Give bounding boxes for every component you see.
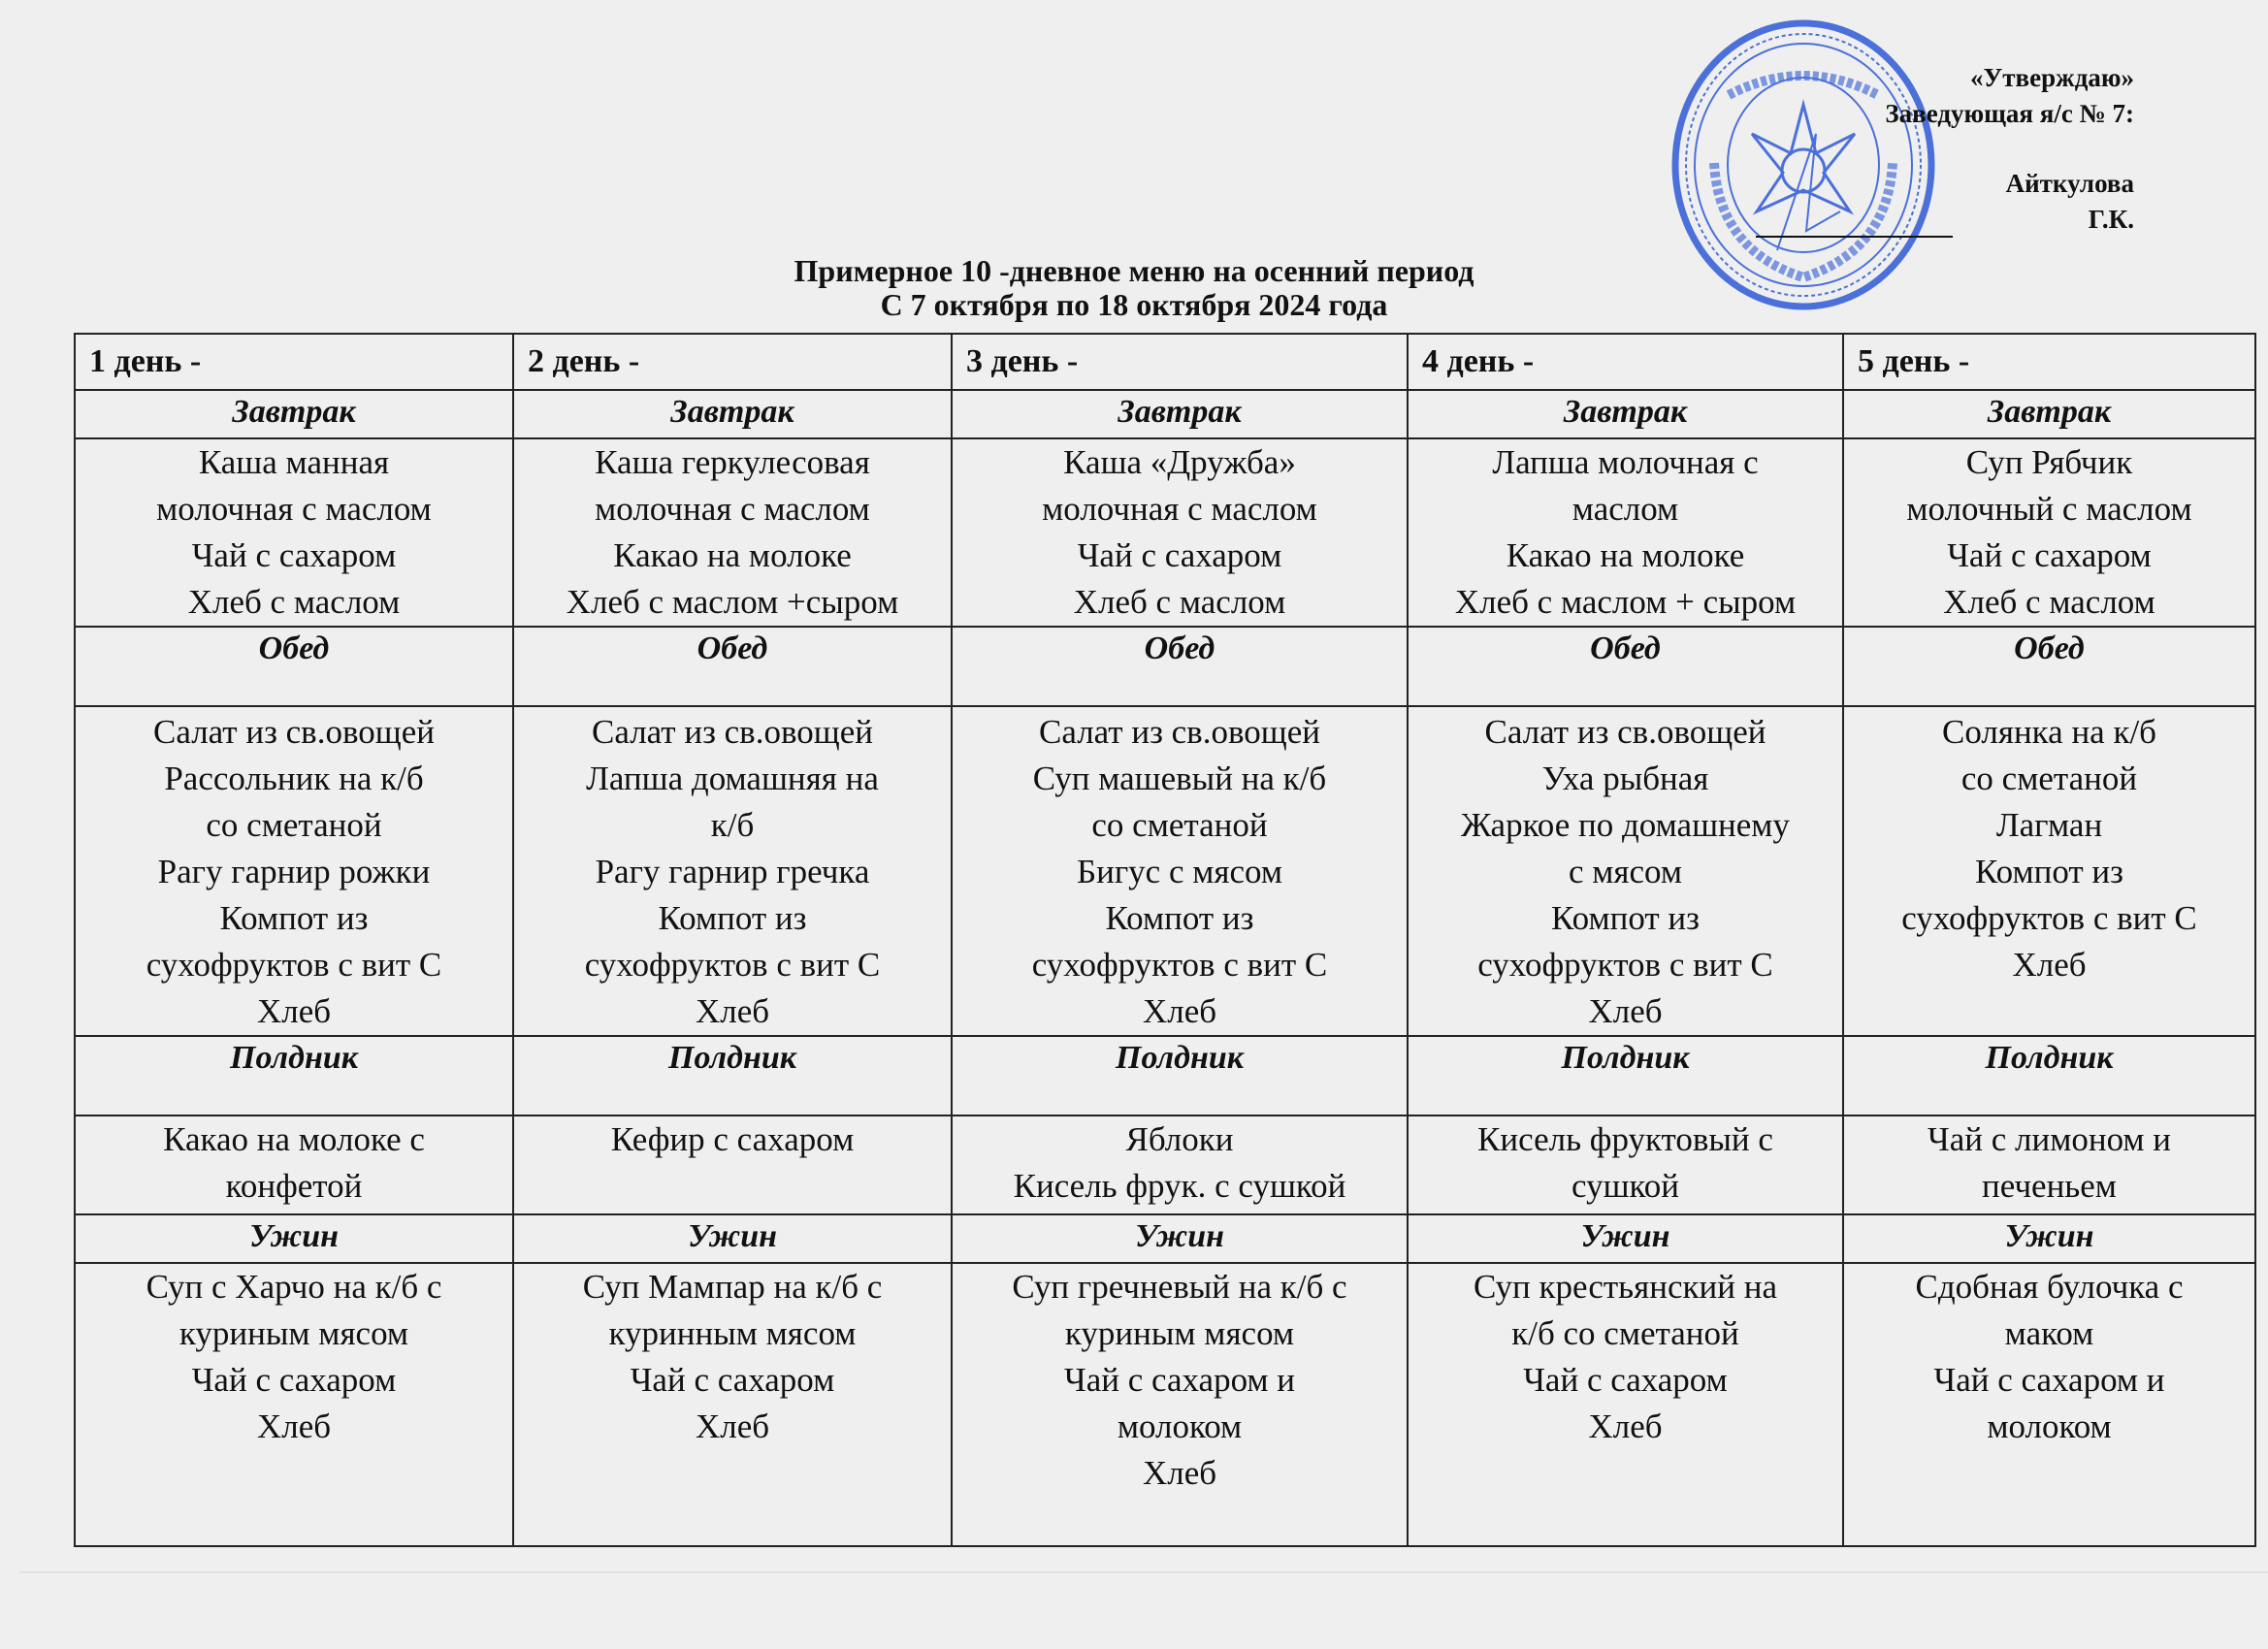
meal-header-row-dinner	[75, 1214, 2255, 1263]
dish-line: Суп гречневый на к/б с	[1012, 1268, 1347, 1306]
day-header-cell	[1843, 334, 2255, 390]
dish-line: молочная с маслом	[595, 490, 870, 528]
dish-line: Хлеб	[1142, 1454, 1217, 1492]
day-label: 3 день -	[966, 343, 1079, 379]
dish-line: молоком	[1117, 1407, 1243, 1445]
dish-line: сухофруктов с вит С	[584, 946, 881, 984]
meal-cell	[1408, 1263, 1843, 1546]
meal-header-cell	[513, 627, 952, 706]
dish-line: Каша геркулесовая	[595, 443, 870, 481]
meal-cell	[1408, 1116, 1843, 1214]
dish-line: Суп машевый на к/б	[1032, 760, 1327, 797]
dish-line: Суп Рябчик	[1965, 443, 2133, 481]
meal-label-snack: Полдник	[668, 1040, 796, 1076]
meal-header-cell	[952, 627, 1408, 706]
meal-header-cell	[1408, 1214, 1843, 1263]
meal-cell	[75, 1116, 513, 1214]
meal-label-breakfast: Завтрак	[232, 394, 356, 430]
meal-cell	[513, 1263, 952, 1546]
meal-header-cell	[75, 1214, 513, 1263]
meal-label-breakfast: Завтрак	[1118, 394, 1242, 430]
meal-content-row-dinner	[75, 1263, 2255, 1546]
dish-line: Какао на молоке с	[163, 1120, 425, 1158]
dish-line: Рассольник на к/б	[164, 760, 424, 797]
meal-cell	[952, 1116, 1408, 1214]
dish-line: со сметаной	[1960, 760, 2138, 797]
meal-header-cell	[513, 1036, 952, 1116]
meal-header-cell	[1843, 627, 2255, 706]
dish-line: Кисель фруктовый с	[1477, 1120, 1773, 1158]
meal-cell	[75, 1263, 513, 1546]
meal-cell	[952, 1263, 1408, 1546]
dish-line: сушкой	[1571, 1167, 1679, 1205]
dish-line: Хлеб	[256, 992, 332, 1030]
meal-cell	[952, 706, 1408, 1036]
signature-row	[1756, 166, 2134, 238]
dish-line: к/б	[710, 806, 755, 844]
dish-line: Хлеб	[256, 1407, 332, 1445]
dish-line: Бигус с мясом	[1076, 853, 1283, 890]
meal-cell	[1843, 1263, 2255, 1546]
approver-position: Заведующая я/с № 7:	[1885, 99, 2134, 128]
meal-cell	[1843, 438, 2255, 627]
approver-name: Айткулова Г.К.	[2005, 169, 2134, 234]
meal-label-lunch: Обед	[1590, 630, 1661, 666]
dish-line: Хлеб	[1588, 1407, 1663, 1445]
meal-cell	[513, 706, 952, 1036]
dish-line: маком	[2004, 1314, 2094, 1352]
dish-line: Каша «Дружба»	[1063, 443, 1296, 481]
meal-header-row-snack	[75, 1036, 2255, 1116]
meal-header-cell	[513, 1214, 952, 1263]
day-header-cell	[1408, 334, 1843, 390]
dish-line: молочная с маслом	[1042, 490, 1317, 528]
meal-label-dinner: Ужин	[687, 1218, 778, 1254]
meal-label-dinner: Ужин	[2004, 1218, 2094, 1254]
meal-header-cell	[513, 390, 952, 438]
meal-cell	[1843, 706, 2255, 1036]
dish-line: печеньем	[1982, 1167, 2117, 1205]
dish-line: Компот из	[1551, 899, 1700, 937]
dish-line: Хлеб	[2012, 946, 2087, 984]
dish-line: Чай с сахаром и	[1063, 1361, 1296, 1399]
meal-header-row-breakfast	[75, 390, 2255, 438]
dish-line: Солянка на к/б	[1942, 713, 2156, 751]
dish-line: Салат из св.овощей	[1039, 713, 1320, 751]
dish-line: Чай с сахаром	[191, 536, 397, 574]
dish-line: Компот из	[219, 899, 369, 937]
day-label: 5 день -	[1858, 343, 1970, 379]
dish-line: Хлеб	[1588, 992, 1663, 1030]
meal-label-snack: Полдник	[1985, 1040, 2114, 1076]
dish-line: Салат из св.овощей	[592, 713, 873, 751]
dish-line: Какао на молоке	[1506, 536, 1745, 574]
dish-line: Уха рыбная	[1541, 760, 1709, 797]
dish-line: Компот из	[658, 899, 807, 937]
signature-line	[1756, 207, 1953, 238]
meal-content-row-snack	[75, 1116, 2255, 1214]
dish-line: Лапша домашняя на	[586, 760, 879, 797]
dish-line: Лагман	[1995, 806, 2103, 844]
dish-line: Салат из св.овощей	[153, 713, 435, 751]
meal-cell	[952, 438, 1408, 627]
dish-line: Хлеб с маслом	[1943, 583, 2155, 621]
day-header-row	[75, 334, 2255, 390]
dish-line: Рагу гарнир рожки	[157, 853, 431, 890]
approve-label: «Утверждаю»	[1969, 63, 2134, 92]
meal-cell	[1408, 706, 1843, 1036]
dish-line: Хлеб с маслом +сыром	[566, 583, 899, 621]
scan-artifact-line	[19, 1571, 2268, 1573]
meal-label-snack: Полдник	[230, 1040, 358, 1076]
meal-header-cell	[75, 627, 513, 706]
dish-line: конфетой	[225, 1167, 363, 1205]
meal-header-cell	[1843, 1214, 2255, 1263]
meal-header-cell	[1408, 627, 1843, 706]
meal-cell	[1408, 438, 1843, 627]
meal-label-snack: Полдник	[1561, 1040, 1690, 1076]
dish-line: со сметаной	[1091, 806, 1268, 844]
dish-line: со сметаной	[206, 806, 382, 844]
meal-header-cell	[75, 390, 513, 438]
dish-line: с мясом	[1568, 853, 1683, 890]
dish-line: Чай с сахаром	[1947, 536, 2152, 574]
dish-line: сухофруктов с вит С	[1477, 946, 1773, 984]
dish-line: Суп с Харчо на к/б с	[146, 1268, 442, 1306]
meal-label-dinner: Ужин	[248, 1218, 340, 1254]
dish-line: молочный с маслом	[1906, 490, 2192, 528]
meal-cell	[513, 1116, 952, 1214]
dish-line: Хлеб	[695, 1407, 770, 1445]
dish-line: Кисель фрук. с сушкой	[1013, 1167, 1346, 1205]
dish-line: куриным мясом	[1064, 1314, 1295, 1352]
meal-header-cell	[952, 1214, 1408, 1263]
dish-line: Хлеб с маслом	[1073, 583, 1286, 621]
day-header-cell	[952, 334, 1408, 390]
dish-line: Рагу гарнир гречка	[595, 853, 870, 890]
meal-label-snack: Полдник	[1116, 1040, 1244, 1076]
meal-header-cell	[1408, 390, 1843, 438]
meal-header-cell	[952, 390, 1408, 438]
dish-line: Лапша молочная с	[1492, 443, 1759, 481]
meal-cell	[75, 438, 513, 627]
meal-label-dinner: Ужин	[1580, 1218, 1670, 1254]
meal-label-lunch: Обед	[258, 630, 330, 666]
day-header-cell	[75, 334, 513, 390]
meal-content-row-breakfast	[75, 438, 2255, 627]
meal-header-cell	[1408, 1036, 1843, 1116]
title-line-2: С 7 октября по 18 октября 2024 года	[880, 287, 1388, 322]
meal-header-cell	[952, 1036, 1408, 1116]
dish-line: Хлеб	[1142, 992, 1217, 1030]
dish-line: Сдобная булочка с	[1915, 1268, 2184, 1306]
dish-line: Чай с сахаром	[1077, 536, 1282, 574]
dish-line: Хлеб с маслом	[187, 583, 401, 621]
meal-label-lunch: Обед	[1144, 630, 1215, 666]
dish-line: Чай с сахаром	[630, 1361, 835, 1399]
dish-line: сухофруктов с вит С	[1901, 899, 2197, 937]
dish-line: Кефир с сахаром	[610, 1120, 855, 1158]
dish-line: Каша манная	[198, 443, 390, 481]
meal-label-dinner: Ужин	[1134, 1218, 1225, 1254]
dish-line: куриным мясом	[178, 1314, 409, 1352]
meal-cell	[513, 438, 952, 627]
dish-line: молочная с маслом	[156, 490, 432, 528]
meal-label-breakfast: Завтрак	[1563, 394, 1688, 430]
dish-line: Яблоки	[1125, 1120, 1234, 1158]
meal-header-row-lunch	[75, 627, 2255, 706]
dish-line: Хлеб	[695, 992, 770, 1030]
dish-line: сухофруктов с вит С	[1031, 946, 1328, 984]
meal-label-lunch: Обед	[2014, 630, 2085, 666]
menu-table	[74, 333, 2256, 1547]
dish-line: Салат из св.овощей	[1484, 713, 1766, 751]
dish-line: Суп Мампар на к/б с	[582, 1268, 883, 1306]
dish-line: куринным мясом	[608, 1314, 857, 1352]
meal-header-cell	[75, 1036, 513, 1116]
meal-label-breakfast: Завтрак	[1987, 394, 2112, 430]
dish-line: Компот из	[1105, 899, 1254, 937]
meal-label-breakfast: Завтрак	[670, 394, 794, 430]
dish-line: Суп крестьянский на	[1473, 1268, 1777, 1306]
dish-line: Жаркое по домашнему	[1461, 806, 1790, 844]
title-line-1: Примерное 10 -дневное меню на осенний период	[794, 253, 1474, 288]
meal-header-cell	[1843, 390, 2255, 438]
dish-line: Компот из	[1975, 853, 2123, 890]
dish-line: к/б со сметаной	[1511, 1314, 1739, 1352]
meal-cell	[1843, 1116, 2255, 1214]
dish-line: молоком	[1987, 1407, 2112, 1445]
dish-line: Хлеб с маслом + сыром	[1454, 583, 1797, 621]
meal-content-row-lunch	[75, 706, 2255, 1036]
dish-line: маслом	[1571, 490, 1679, 528]
dish-line: Чай с сахаром	[1523, 1361, 1728, 1399]
dish-line: Какао на молоке	[613, 536, 852, 574]
dish-line: сухофруктов с вит С	[146, 946, 442, 984]
approval-block	[1756, 60, 2134, 238]
day-label: 2 день -	[528, 343, 640, 379]
day-label: 4 день -	[1422, 343, 1535, 379]
meal-header-cell	[1843, 1036, 2255, 1116]
dish-line: Чай с сахаром	[191, 1361, 397, 1399]
meal-label-lunch: Обед	[697, 630, 768, 666]
meal-cell	[75, 706, 513, 1036]
day-label: 1 день -	[89, 343, 202, 379]
dish-line: Чай с сахаром и	[1933, 1361, 2165, 1399]
dish-line: Чай с лимоном и	[1927, 1120, 2172, 1158]
day-header-cell	[513, 334, 952, 390]
